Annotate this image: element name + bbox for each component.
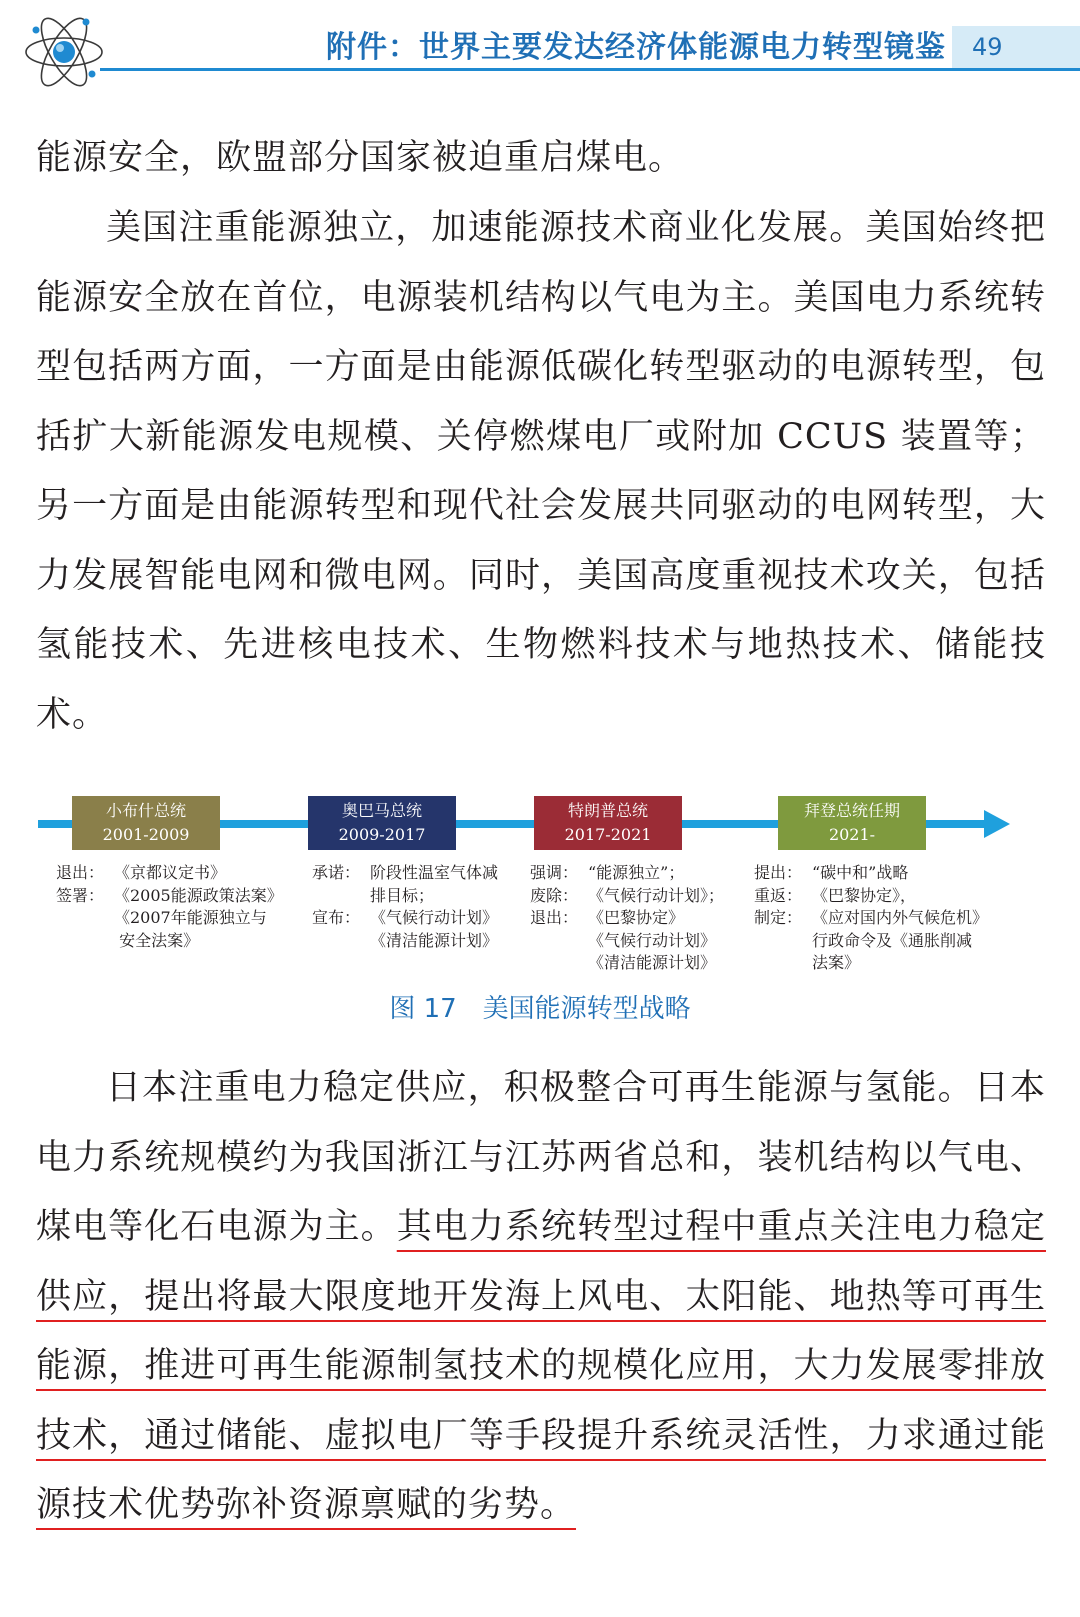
paragraph-usa — [36, 194, 1046, 750]
desc-label: 承诺： — [312, 863, 361, 882]
paragraph-plain-text: 日本注重电力稳定供应，积极整合可再生能源与氢能。日本电力系统规模约为我国浙江与江苏两省总和，装机结构以气电、煤电等化石电源为主。 — [36, 1068, 1046, 1247]
timeline-arrow-icon — [984, 810, 1010, 838]
paragraph-japan — [36, 1054, 1046, 1541]
desc-label — [530, 952, 588, 975]
desc-text: 《气候行动计划》 — [588, 930, 717, 950]
period-years: 2009-2017 — [338, 825, 426, 844]
paragraph-continuation — [36, 124, 1046, 194]
desc-label — [56, 930, 114, 953]
desc-text: 《气候行动计划》 — [370, 908, 499, 927]
paragraph-text: 美国注重能源独立，加速能源技术商业化发展。美国始终把能源安全放在首位，电源装机结构以气电为主。美国电力系统转型包括两方面，一方面是由能源低碳化转型驱动的电源转型，包括扩大新能源发电规模、关停燃煤电厂或附加 CCUS 装置等；另一方面是由能源转型和现代社会发展共同驱动的电网转型，大力发展智能电网和微电网。同时，美国高度重视技术攻关，包括氢能技术、先进核电技术、生物燃料技术与地热技术、储能技术。 — [36, 208, 1046, 735]
desc-label: 签署： — [56, 885, 105, 905]
desc-label: 强调： — [530, 863, 579, 882]
period-desc-obama — [312, 862, 498, 952]
figure-caption — [0, 988, 1080, 1025]
desc-label — [56, 907, 114, 930]
period-name: 奥巴马总统 — [341, 801, 422, 820]
desc-text: “碳中和”战略 — [812, 863, 909, 882]
period-box-trump — [534, 796, 682, 850]
figure-number: 图 17 — [389, 994, 457, 1024]
underlined-text: 其电力系统转型过程中重点关注电力稳定供应，提出将最大限度地开发海上风电、太阳能、地热等可再生能源，推进可再生能源制氢技术的规模化应用，大力发展零排放技术，通过储能、虚拟电厂等手段提升系统灵活性，力求通过能源技术优势弥补资源禀赋的劣势。 — [36, 1207, 1046, 1525]
period-years: 2017-2021 — [564, 825, 652, 844]
period-name: 拜登总统任期 — [803, 801, 900, 820]
desc-text: 法案》 — [812, 953, 861, 972]
desc-text: 《清洁能源计划》 — [370, 930, 499, 950]
desc-text: 阶段性温室气体减 — [370, 863, 499, 882]
desc-text: 排目标； — [370, 885, 435, 905]
desc-text: 《京都议定书》 — [114, 863, 227, 882]
desc-label — [312, 885, 370, 908]
desc-text: 《气候行动计划》； — [588, 885, 725, 905]
period-name: 小布什总统 — [105, 801, 186, 820]
period-years: 2021- — [828, 825, 876, 844]
desc-label — [754, 930, 812, 953]
desc-text: “能源独立”； — [588, 863, 685, 882]
desc-label — [312, 930, 370, 953]
period-box-biden — [778, 796, 926, 850]
period-name: 特朗普总统 — [567, 801, 648, 820]
desc-label: 废除： — [530, 885, 579, 905]
desc-label: 提出： — [754, 863, 803, 882]
period-years: 2001-2009 — [102, 825, 190, 844]
desc-text: 《巴黎协定》， — [812, 885, 917, 905]
period-box-obama — [308, 796, 456, 850]
page-header — [0, 0, 1080, 100]
period-box-bush — [72, 796, 220, 850]
timeline-figure — [0, 780, 1080, 1000]
desc-label: 宣布： — [312, 908, 361, 927]
desc-label: 重返： — [754, 885, 803, 905]
desc-text: 《巴黎协定》 — [588, 908, 685, 927]
desc-label: 退出： — [530, 908, 579, 927]
desc-text: 《清洁能源计划》 — [588, 953, 717, 972]
desc-label: 制定： — [754, 908, 803, 927]
desc-text: 《2007年能源独立与 — [114, 908, 267, 927]
period-desc-trump — [530, 862, 724, 975]
header-divider — [100, 68, 1080, 71]
desc-text: 《应对国内外气候危机》 — [812, 908, 989, 927]
header-title: 附件：世界主要发达经济体能源电力转型镜鉴 — [326, 30, 946, 65]
desc-label: 退出： — [56, 863, 105, 882]
atom-icon — [22, 10, 106, 94]
paragraph-text: 能源安全，欧盟部分国家被迫重启煤电。 — [36, 138, 685, 178]
desc-text: 行政命令及《通胀削减 — [812, 930, 973, 950]
figure-title: 美国能源转型战略 — [482, 994, 691, 1024]
desc-text: 安全法案》 — [114, 930, 200, 950]
period-desc-biden — [754, 862, 988, 975]
period-desc-bush — [56, 862, 283, 952]
desc-text: 《2005能源政策法案》 — [114, 885, 283, 905]
desc-label — [530, 930, 588, 953]
desc-label — [754, 952, 812, 975]
page-number: 49 — [952, 26, 1080, 68]
paragraph-text — [36, 1054, 1046, 1541]
